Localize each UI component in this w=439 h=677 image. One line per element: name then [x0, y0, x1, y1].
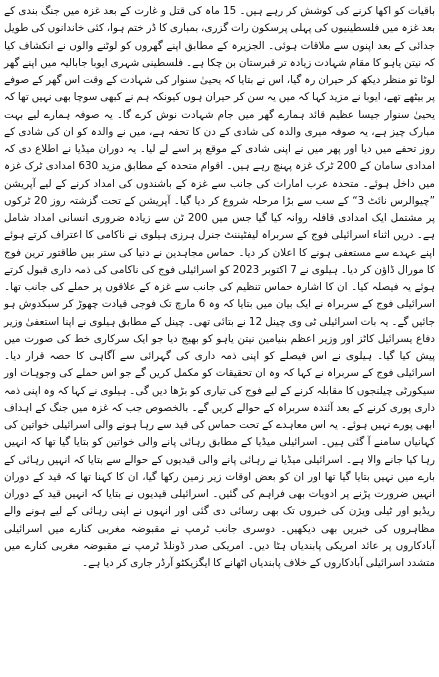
- article-body-text: باقیات کو اکھا کرنے کی کوشش کر رہے ہیں۔ 15 ماہ کی قتل و غارت کے بعد غزہ میں جنگ بندی کے بعد غزہ میں فلسطینیوں کی پہلی پرسکون رات گزری، بمباری کا ڈر ختم ہوا، کئی خاندانوں کی طویل جدائی کے بعد اپنوں سے ملاقات ہوئی۔ الجزیرہ کے مطابق اپنے گھروں کو لوٹنے والوں نے انکشاف کیا کہ نیتن یاہو کا مقام شہادت زیادہ تر قبرستان بن چکا ہے۔ فلسطینی شہری ایوبا جابالیہ میں اپنے گھر لوٹا تو منظر دیکھ کر حیران رہ گیا، اس نے بتایا کہ یحییٰ سنوار کی شہادت کے وقت اس گھر کے صوفے پر بیٹھے تھے، ایوبا نے مزید کہا کہ میں یہ سن کر حیران ہوں کیونکہ ہم نے کبھی سوچا بھی نہیں تھا کہ یحییٰ سنوار جیسا عظیم قائد ہمارے گھر میں جام شہادت نوش کرے گا۔ یہ صوفہ ہمارے لیے بہت مبارک چیز ہے، یہ صوفہ میری والدہ کی شادی کے دن کا تحفہ ہے، میں نے والدہ کو ان کی شادی کے روز تحفے میں دیا اور پھر میں نے اپنی شادی کے موقع پر اسے لے لیا۔ یہ دوران میڈیا نے اطلاع دی کہ امدادی سامان کے 200 ٹرک غزہ پہنچ رہے ہیں۔ اقوام متحدہ کے مطابق مزید 630 امدادی ٹرک غزہ میں داخل ہوئے۔ متحدہ عرب امارات کی جانب سے غزہ کے باشندوں کی امداد کرنے کے لیے آپریشن ”چیوالرس نائٹ 3“ کے سب سے بڑا مرحلہ شروع کر دیا گیا۔ آپریشن کے تحت گزشتہ روز 20 ٹرکوں پر مشتمل ایک امدادی قافلہ روانہ کیا گیا جس میں 200 ٹن سے زیادہ ضروری انسانی امداد شامل ہے۔ دریں اثناء اسرائیلی فوج کے سربراہ لیفٹیننٹ جنرل ہرزی ہیلوی نے ناکامی کا اعتراف کرتے ہوئے اپنے عہدے سے مستعفی ہونے کا اعلان کر دیا۔ حماس مجاہدین نے دنیا کی ستر بیں طاقتور ترین فوج کا مورال ڈاؤن کر دیا۔ ہیلوی نے 7 اکتوبر 2023 کو اسرائیلی فوج کی ناکامی کی ذمہ داری قبول کرتے ہوئے یہ فیصلہ کیا۔ ان کا اشارہ حماس تنظیم کی جانب سے غزہ کے علاقوں پر حملے کی جانب تھا۔ اسرائیلی فوج کے سربراہ نے ایک بیان میں بتایا کہ وہ 6 مارچ تک فوجی قیادت چھوڑ کر سبکدوش ہو جائیں گے۔ یہ بات اسرائیلی ٹی وی چینل 12 نے بتائی تھی۔ چینل کے مطابق ہیلوی نے اپنا استعفیٰ وزیر دفاع یسرائیل کاٹز اور وزیر اعظم بنیامین نیتن یاہو کو بھیج دیا جو ایک سرکاری خط کی صورت میں پیش کیا گیا۔ ہیلوی نے اس فیصلے کو اپنی ذمہ داری کی گہرائی سے آگاہی کا حصہ قرار دیا۔ اسرائیلی فوج کے سربراہ نے کہا کہ وہ ان تحقیقات کو مکمل کریں گے جو اس حملے کی وجوہات اور سیکورٹی چیلنجوں کا مقابلہ کرنے کے لیے فوج کی تیاری کو بڑھا دیں گی۔ ہیلوی نے کہا کہ وہ اپنی ذمہ داری پوری کرنے کے بعد آئندہ سربراہ کے حوالے کریں گے۔ بالخصوص جب کہ غزہ میں جنگ کے اہداف ابھی پورے نہیں ہوئے۔ یہ اس معاہدے کے تحت حماس کی قید سے رہا ہونے والی اسرائیلی خواتین کی کہانیاں سامنے آ گئی ہیں۔ اسرائیلی میڈیا کے مطابق رہائی پانے والی خواتین کو بتایا گیا تھا کہ انہیں رہا کیا جانے والا ہے۔ اسرائیلی میڈیا نے رہائی پانے والی قیدیوں کے حوالے سے بتایا کہ انہیں رہائی کے بارے میں نہیں بتایا گیا تھا اور ان کو بعض اوقات زیر زمین رکھا گیا، ان کا کہنا تھا کہ قید کے دوران انہیں ضرورت پڑنے پر ادویات بھی فراہم کی گئیں۔ اسرائیلی قیدیوں نے بتایا کہ انہیں قید کے دوران ریڈیو اور ٹیلی ویژن کی خبروں تک بھی رسائی دی گئی اور انہوں نے اپنی رہائی کے لیے ہونے والے مظاہروں کی خبریں بھی دیکھیں۔ دوسری جانب ٹرمپ نے مقبوضہ مغربی کنارے میں اسرائیلی آبادکاروں پر عائد امریکی پابندیاں ہٹا دیں۔ امریکی صدر ڈونلڈ ٹرمپ نے مقبوضہ مغربی کنارے میں متشدد اسرائیلی آبادکاروں کے خلاف پابندیاں اٹھانے کا ایگزیکٹو آرڈر جاری کر دیا ہے۔: [4, 5, 436, 569]
